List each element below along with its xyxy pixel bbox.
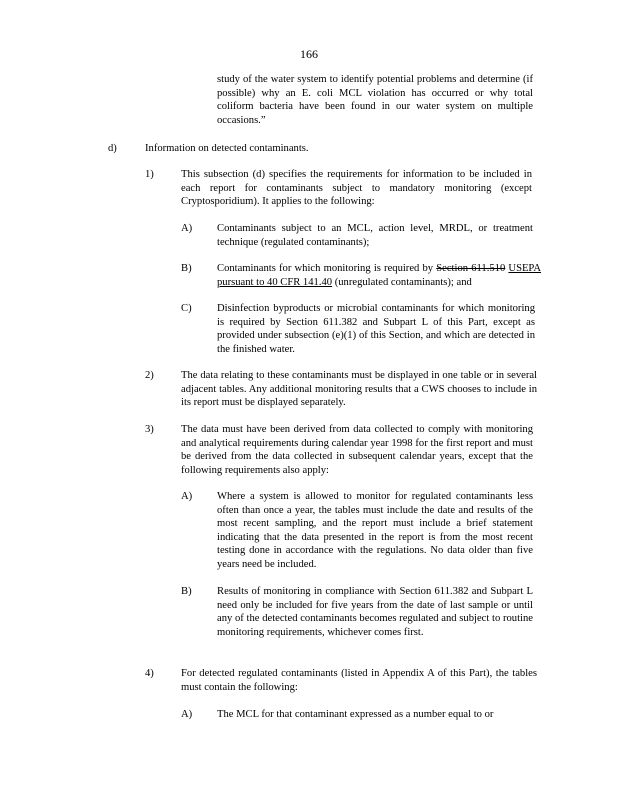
continuation-paragraph: study of the water system to identify potential problems and determine (if possible) why an E. coli MCL violation has occurred or why total coliform bacteria have been found in our water system on multiple occasions.”: [217, 74, 533, 126]
item-1b-text: [217, 262, 541, 289]
item-1b-label: B): [181, 263, 192, 274]
item-2-label: 2): [145, 370, 154, 381]
item-3a-label: A): [181, 491, 193, 502]
item-1-label: 1): [145, 169, 154, 180]
item-3b-text: Results of monitoring in compliance with Section 611.382 and Subpart L need only be included for five years from the date of last sample or until any of the detected contaminants becomes regulated and subject to routine monitoring requirements, whichever comes first.: [217, 586, 533, 638]
item-1b-inserted-text: USEPA pursuant to 40 CFR 141.40: [217, 263, 542, 288]
item-3a-text: Where a system is allowed to monitor for regulated contaminants less often than once a year, the tables must include the date and results of the most recent sampling, and the report must include a brief statement indicating that the data presented in the report is from the most recent testing done in accordance with the regulations. No data older than five years need be included.: [217, 491, 533, 570]
item-4a-label: A): [181, 709, 193, 720]
section-d-label: d): [108, 143, 117, 154]
item-4-text: For detected regulated contaminants (listed in Appendix A of this Part), the tables must contain the following:: [181, 668, 537, 693]
item-1c-label: C): [181, 303, 192, 314]
item-1a-text: Contaminants subject to an MCL, action level, MRDL, or treatment technique (regulated contaminants);: [217, 223, 533, 248]
item-1b-text-before: Contaminants for which monitoring is required by: [217, 263, 437, 274]
item-1c-text: Disinfection byproducts or microbial contaminants for which monitoring is required by Section 611.382 and Subpart L of this Part, except as provided under subsection (e)(1) of this Section, and which are detected in the finished water.: [217, 303, 535, 355]
item-3-text: The data must have been derived from data collected to comply with monitoring and analytical requirements during calendar year 1998 for the first report and must be derived from the data collected in subsequent calendar years, except that the following requirements also apply:: [181, 424, 533, 476]
item-4-label: 4): [145, 668, 154, 679]
item-1-text: This subsection (d) specifies the requirements for information to be included in each report for contaminants subject to mandatory monitoring (except Cryptosporidium). It applies to the following:: [181, 169, 532, 208]
item-4a-text: The MCL for that contaminant expressed as a number equal to or: [217, 709, 494, 720]
item-1b-text-after: (unregulated contaminants); and: [332, 276, 472, 288]
section-d-heading: Information on detected contaminants.: [145, 143, 309, 154]
item-3b-label: B): [181, 586, 192, 597]
page-number: 166: [300, 47, 318, 61]
item-1b-struck-text: Section 611.510: [436, 263, 506, 274]
item-2-text: The data relating to these contaminants must be displayed in one table or in several adjacent tables. Any additional monitoring results that a CWS chooses to include in its report must be displayed separately.: [181, 370, 537, 409]
item-3-label: 3): [145, 424, 154, 435]
item-1a-label: A): [181, 223, 193, 234]
